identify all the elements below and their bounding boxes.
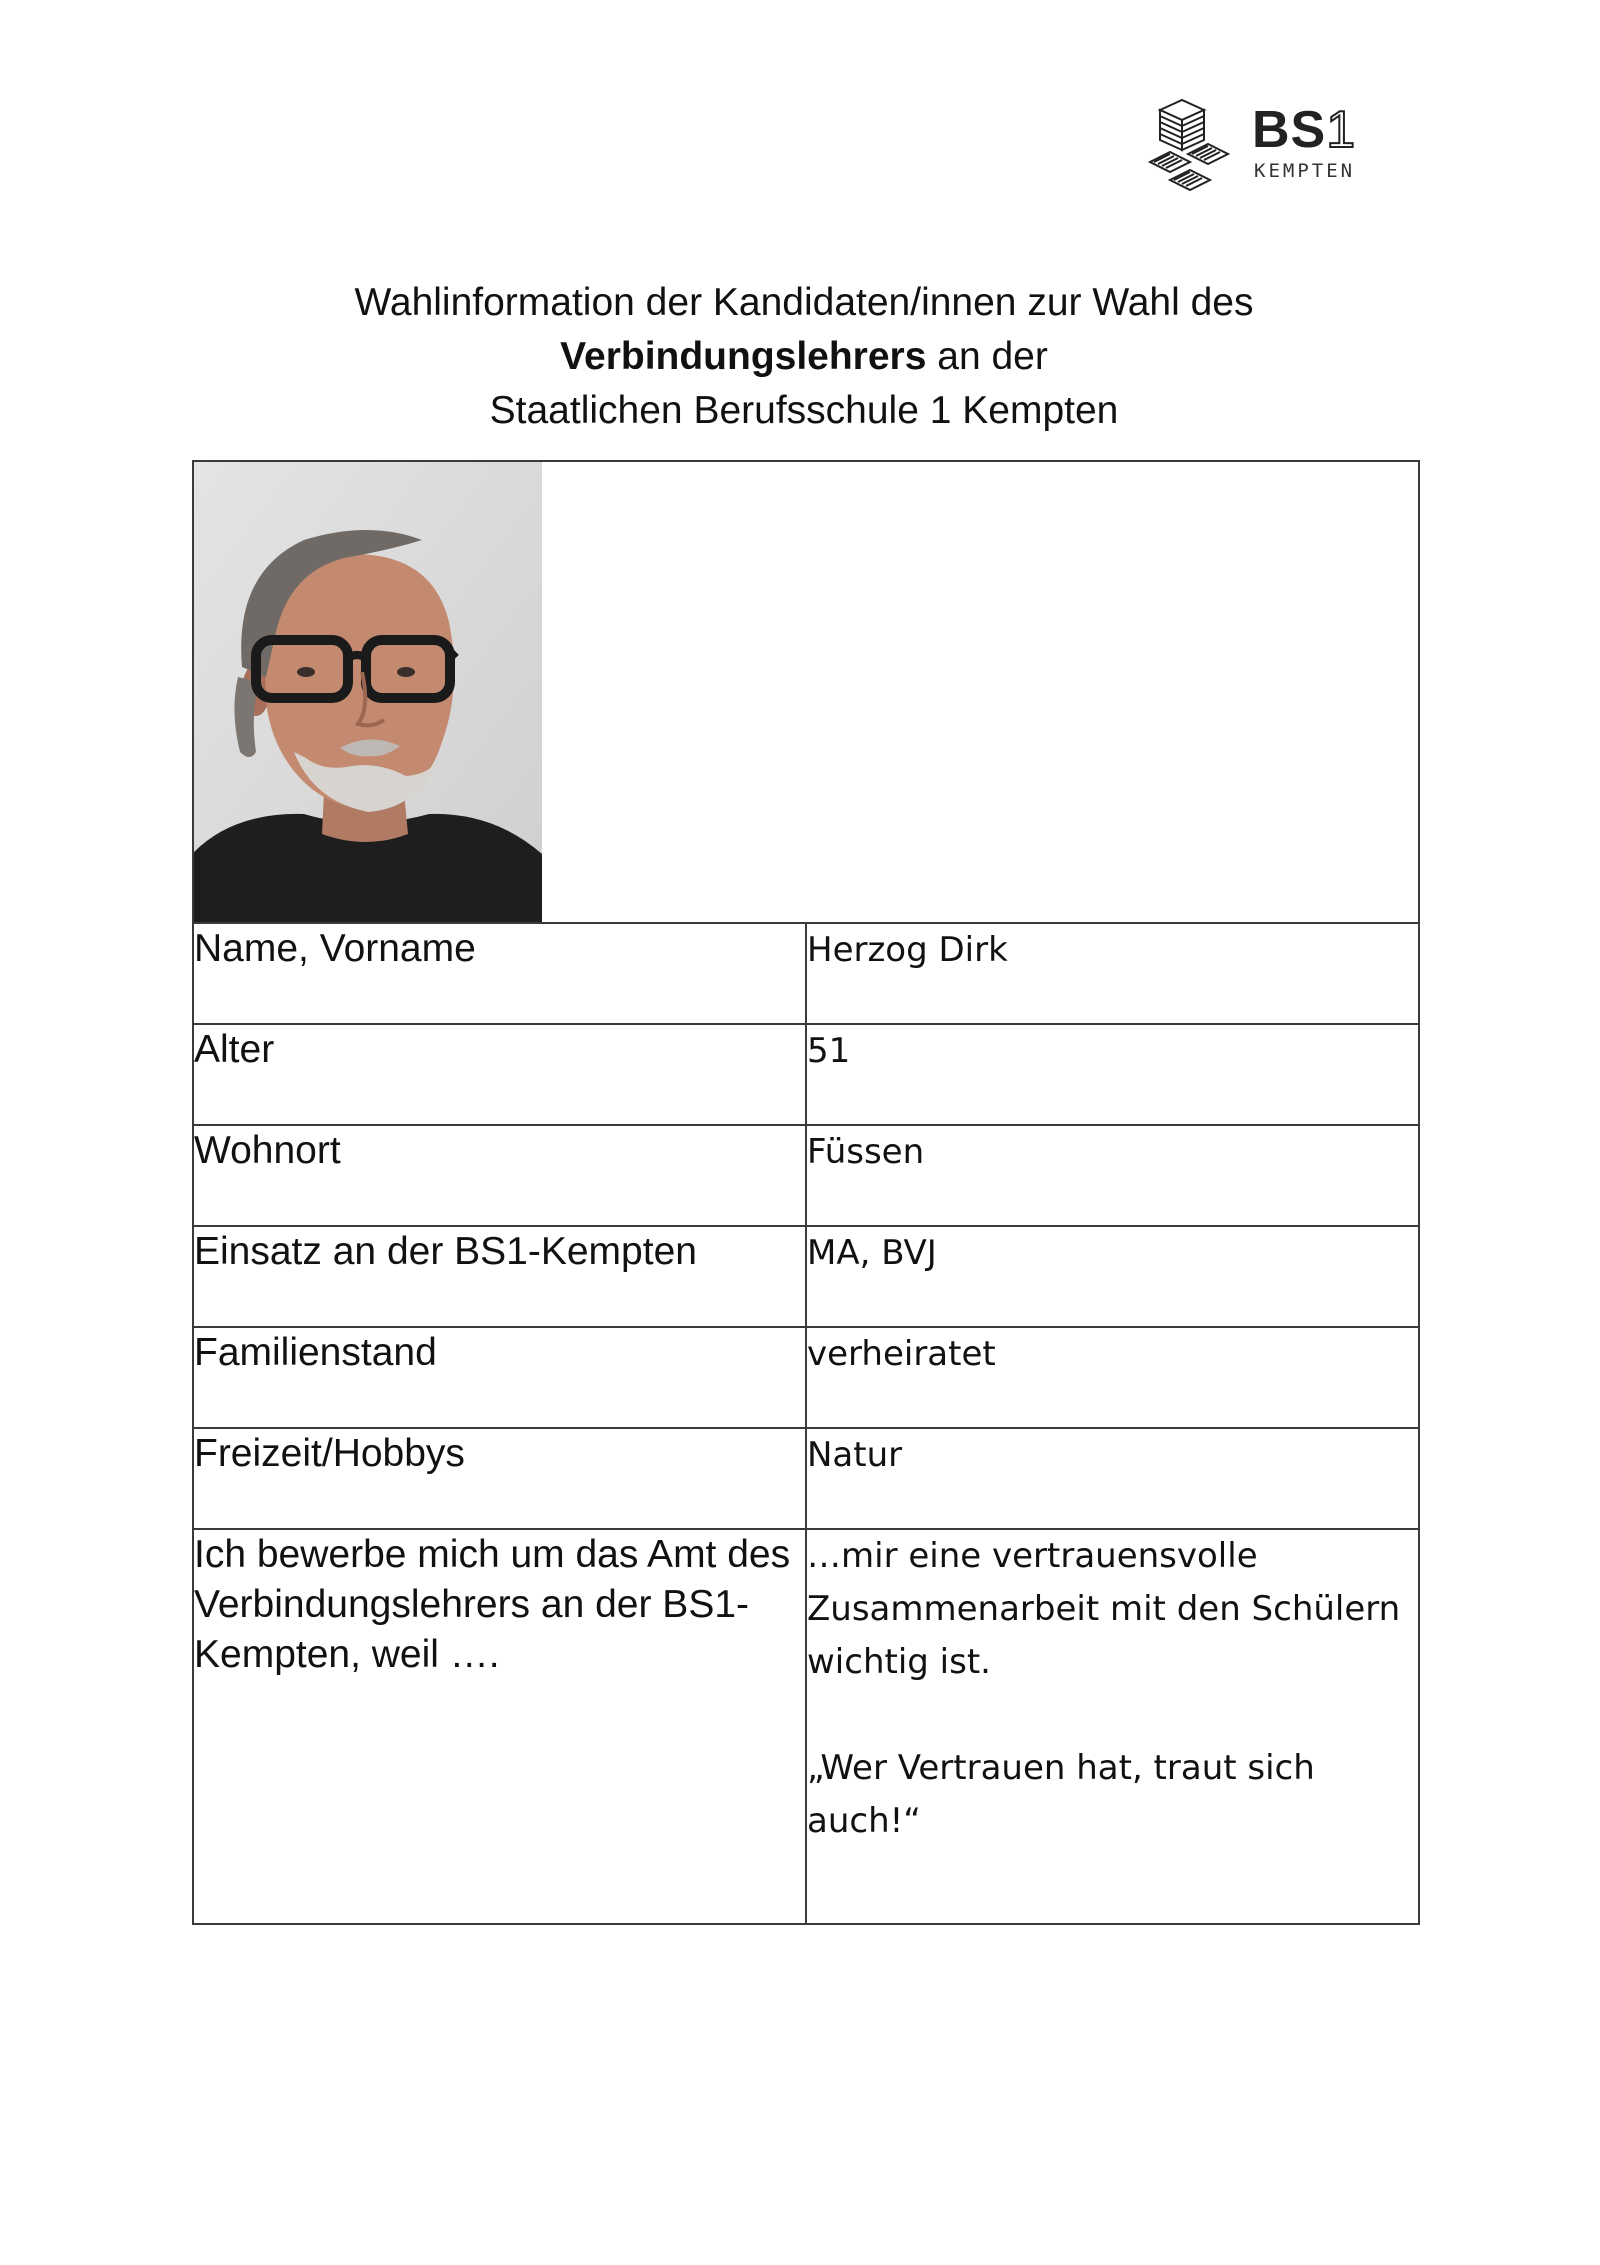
- title-line-1: Wahlinformation der Kandidaten/innen zur Wahl des: [354, 281, 1254, 324]
- title-line-2: Verbindungslehrers an der: [560, 335, 1048, 378]
- row-label: Familienstand: [193, 1327, 806, 1428]
- application-value: [806, 1529, 1419, 1924]
- table-row: [193, 1327, 1419, 1428]
- application-label: Ich bewerbe mich um das Amt des Verbindungslehrers an der BS1-Kempten, weil ….: [193, 1529, 806, 1924]
- row-label: Freizeit/Hobbys: [193, 1428, 806, 1529]
- title-bold-word: Verbindungslehrers: [560, 335, 927, 378]
- title-line-3: Staatlichen Berufsschule 1 Kempten: [489, 389, 1119, 432]
- logo-subtitle: KEMPTEN: [1254, 160, 1356, 182]
- logo-wordmark: BS1: [1252, 101, 1357, 159]
- document-title: [0, 276, 1600, 438]
- row-value: Herzog Dirk: [806, 923, 1419, 1024]
- stacked-cubes-logo-icon: [1148, 92, 1248, 204]
- row-value: Natur: [806, 1428, 1419, 1529]
- row-value: 51: [806, 1024, 1419, 1125]
- row-label: Alter: [193, 1024, 806, 1125]
- table-row: [193, 923, 1419, 1024]
- row-value: MA, BVJ: [806, 1226, 1419, 1327]
- application-reason: …mir eine vertrauensvolle Zusammenarbeit mit den Schülern wichtig ist.: [807, 1536, 1401, 1682]
- table-row: [193, 1428, 1419, 1529]
- candidate-photo: [194, 462, 542, 922]
- row-value: Füssen: [806, 1125, 1419, 1226]
- row-value: verheiratet: [806, 1327, 1419, 1428]
- application-row: [193, 1529, 1419, 1924]
- table-row: [193, 1024, 1419, 1125]
- candidate-table: [192, 460, 1420, 1925]
- application-quote: „Wer Vertrauen hat, traut sich auch!“: [807, 1748, 1315, 1841]
- row-label: Einsatz an der BS1-Kempten: [193, 1226, 806, 1327]
- photo-cell: [193, 461, 1419, 923]
- row-label: Name, Vorname: [193, 923, 806, 1024]
- row-label: Wohnort: [193, 1125, 806, 1226]
- photo-row: [193, 461, 1419, 923]
- table-row: [193, 1226, 1419, 1327]
- school-logo: [1148, 92, 1374, 204]
- table-row: [193, 1125, 1419, 1226]
